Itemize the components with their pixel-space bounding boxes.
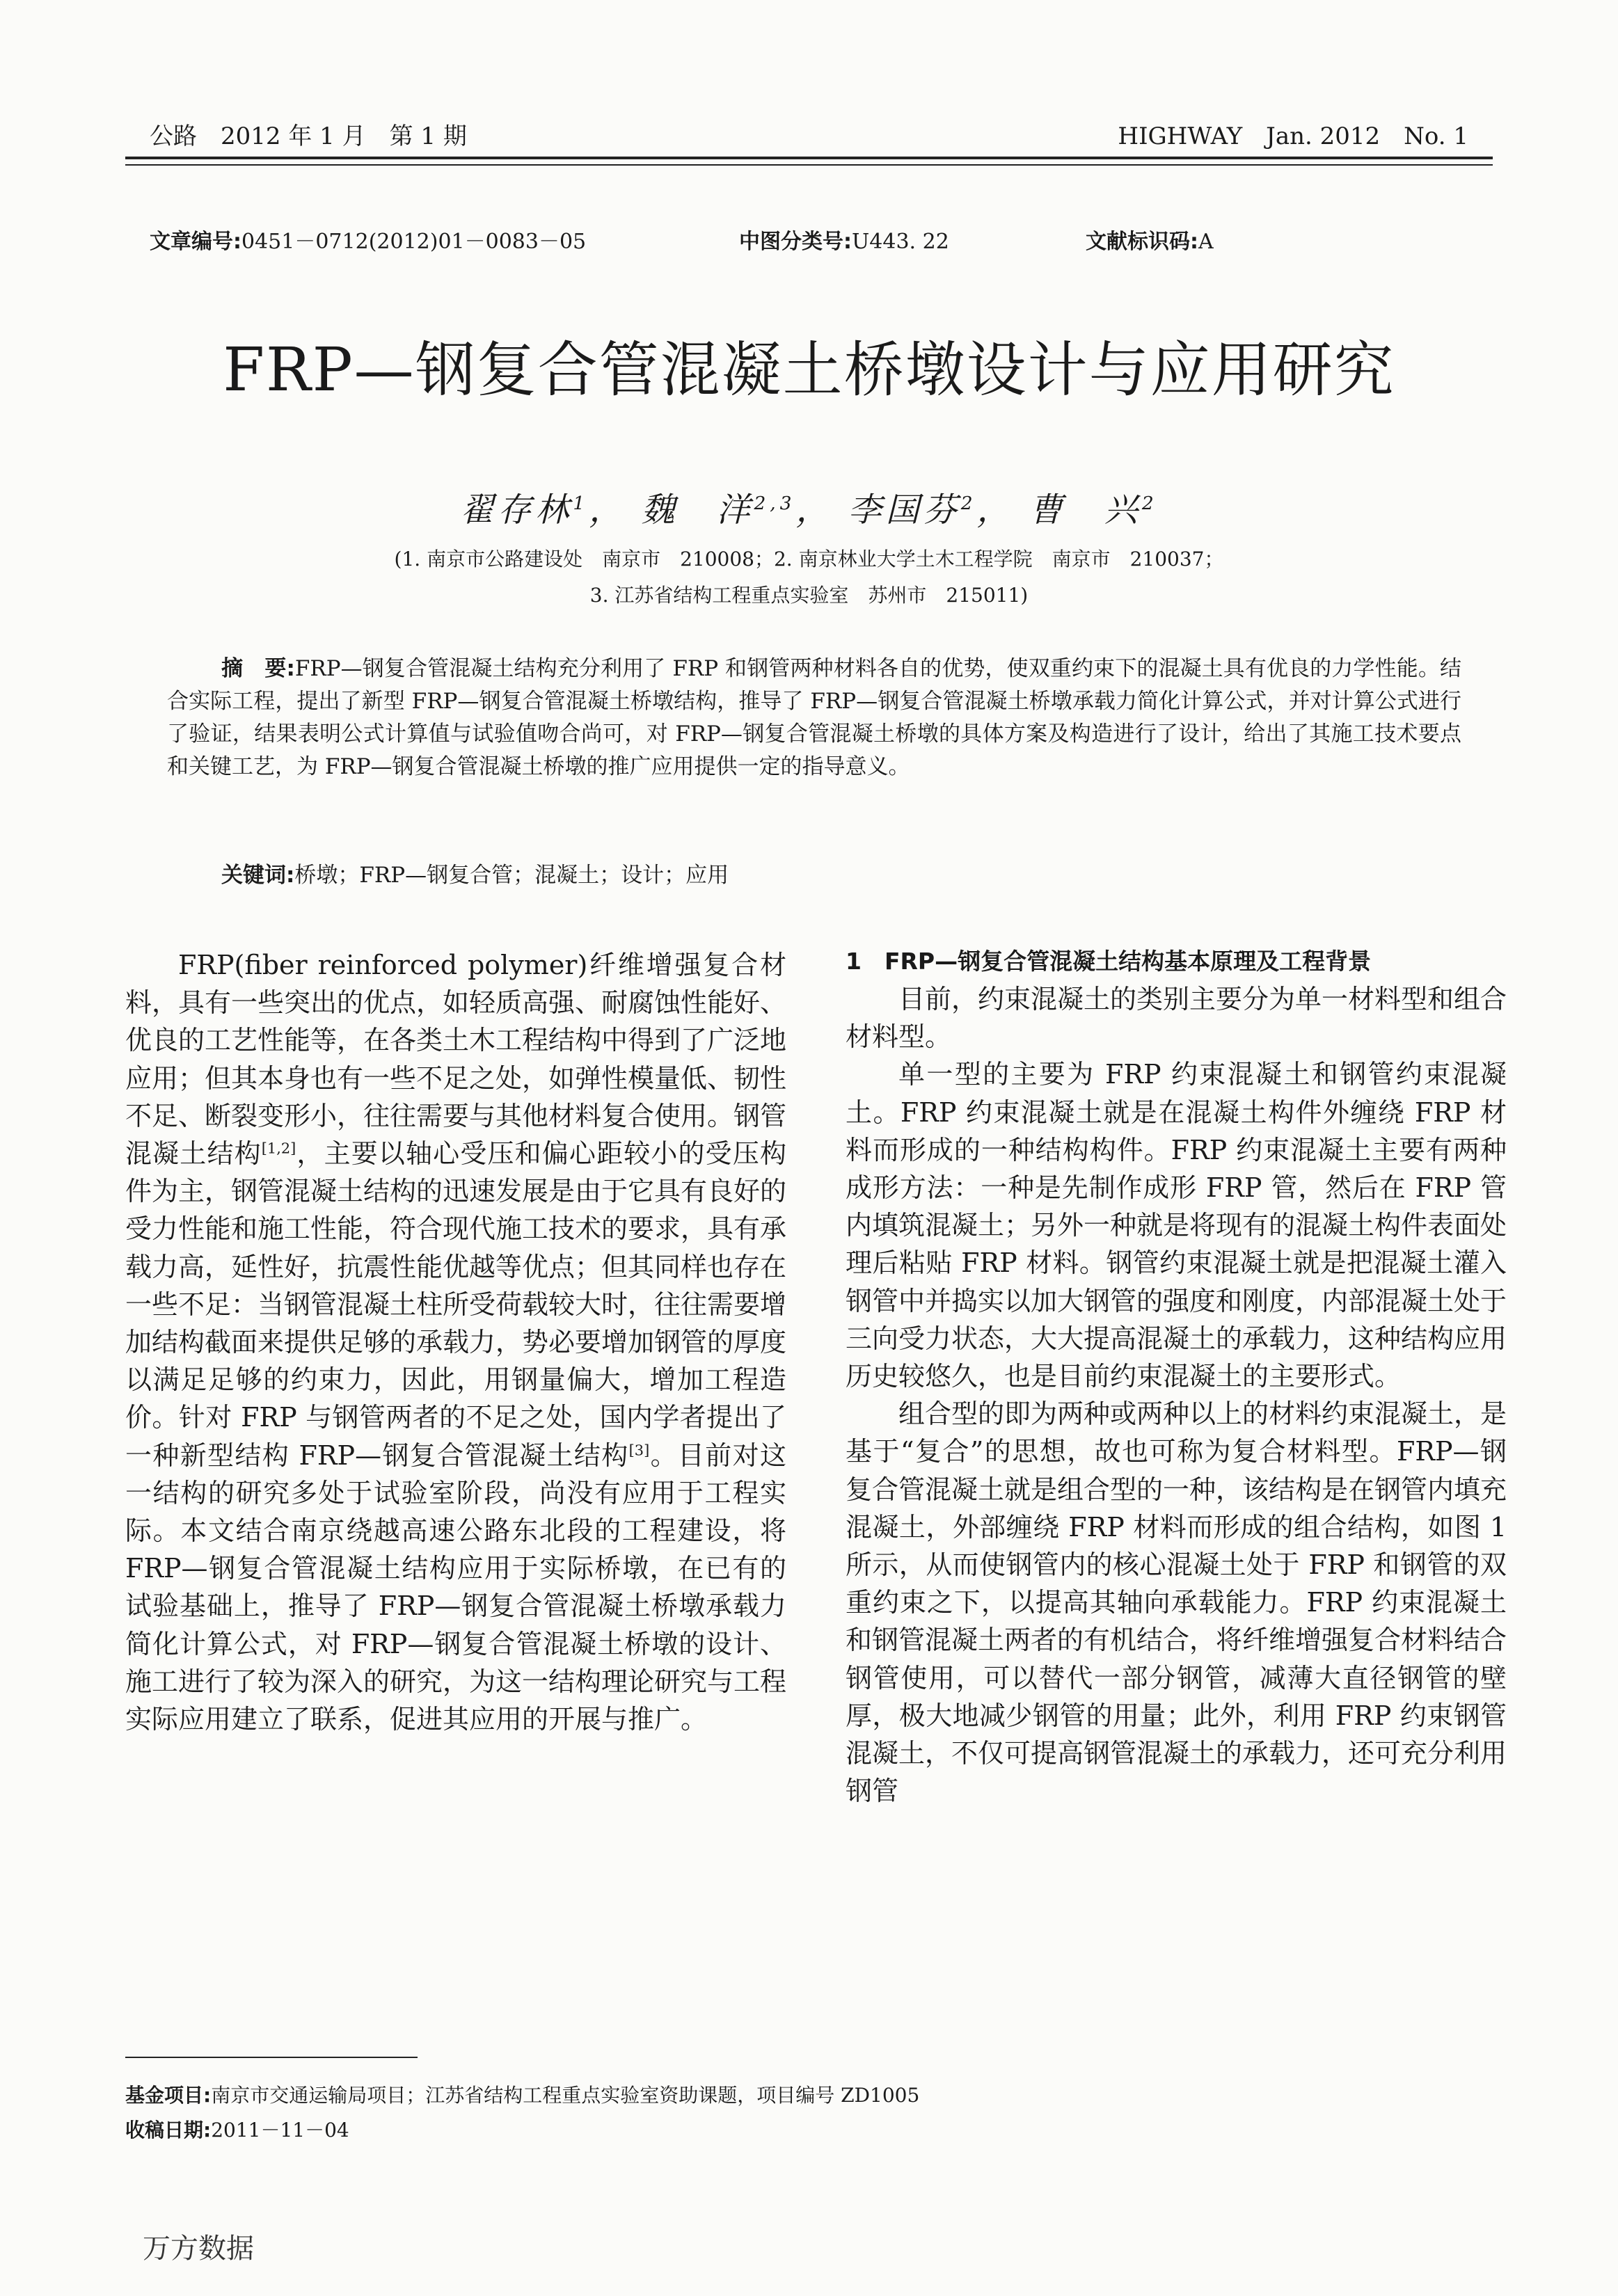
citation-mark: [1,2] — [261, 1140, 296, 1157]
funding-note — [125, 2080, 919, 2108]
body-column-left — [125, 946, 786, 1738]
author-affiliation-mark: 1 — [573, 493, 589, 514]
footnote-rule — [125, 2057, 418, 2058]
abstract-text: FRP—钢复合管混凝土结构充分利用了 FRP 和钢管两种材料各自的优势，使双重约束下的混凝土具有优良的力学性能。结合实际工程，提出了新型 FRP—钢复合管混凝土桥墩结构，推导了 FRP—钢复合管混凝土桥墩承载力简化计算公式，并对计算公式进行了验证，结果表明公式计算值与试验值吻合尚可，对 FRP—钢复合管混凝土桥墩的具体方案及构造进行了设计，给出了其施工技术要点和关键工艺，为 FRP—钢复合管混凝土桥墩的推广应用提供一定的指导意义。 — [167, 656, 1462, 779]
intro-paragraph — [125, 946, 786, 1738]
author-affiliation-mark: 2,3 — [754, 493, 796, 514]
abstract-label: 摘 要: — [221, 656, 295, 681]
funding-label: 基金项目: — [125, 2084, 212, 2107]
header-rule-thick — [125, 157, 1493, 159]
clc-number — [739, 224, 949, 255]
author-name: 翟存林 — [460, 491, 573, 529]
author-name: 魏 洋 — [641, 491, 754, 529]
document-code — [1086, 224, 1214, 255]
running-header-left: 公路 2012 年 1 月 第 1 期 — [150, 122, 467, 150]
keywords — [221, 857, 729, 888]
intro-text-part: ，主要以轴心受压和偏心距较小的受压构件为主，钢管混凝土结构的迅速发展是由于它具有良好的受力性能和施工性能，符合现代施工技术的要求，具有承载力高，延性好，抗震性能优越等优点；但其同样也存在一些不足：当钢管混凝土柱所受荷载较大时，往往需要增加结构截面来提供足够的承载力，势必要增加钢管的厚度以满足足够的约束力，因此，用钢量偏大，增加工程造价。针对 FRP 与钢管两者的不足之处，国内学者提出了一种新型结构 FRP—钢复合管混凝土结构 — [125, 1138, 787, 1471]
received-label: 收稿日期: — [125, 2119, 212, 2142]
author-name: 李国芬 — [848, 491, 961, 529]
citation-mark: [3] — [628, 1441, 650, 1458]
watermark: 万方数据 — [143, 2233, 254, 2265]
document-code-value: A — [1198, 230, 1214, 254]
keywords-label: 关键词: — [221, 863, 295, 888]
funding-text: 南京市交通运输局项目；江苏省结构工程重点实验室资助课题，项目编号 ZD1005 — [211, 2084, 920, 2107]
running-header-right: HIGHWAY Jan. 2012 No. 1 — [1118, 122, 1468, 150]
received-value: 2011－11－04 — [211, 2119, 349, 2142]
section-heading: 1 FRP—钢复合管混凝土结构基本原理及工程背景 — [846, 948, 1372, 975]
paper-title: FRP—钢复合管混凝土桥墩设计与应用研究 — [223, 335, 1395, 405]
body-paragraph: 单一型的主要为 FRP 约束混凝土和钢管约束混凝土。FRP 约束混凝土就是在混凝土构件外缠绕 FRP 材料而形成的一种结构构件。FRP 约束混凝土主要有两种成形方法：一种是先制作成形 FRP 管，然后在 FRP 管内填筑混凝土；另外一种就是将现有的混凝土构件表面处理后粘贴 FRP 材料。钢管约束混凝土就是把混凝土灌入钢管中并捣实以加大钢管的强度和刚度，内部混凝土处于三向受力状态，大大提高混凝土的承载力，这种结构应用历史较悠久，也是目前约束混凝土的主要形式。 — [846, 1059, 1507, 1392]
abstract — [167, 653, 1461, 783]
affiliation-line-1: (1. 南京市公路建设处 南京市 210008；2. 南京林业大学土木工程学院 南京市 210037； — [394, 548, 1224, 571]
clc-label: 中图分类号: — [739, 230, 852, 254]
intro-text-part: FRP(fiber reinforced polymer)纤维增强复合材料，具有一些突出的优点，如轻质高强、耐腐蚀性能好、优良的工艺性能等，在各类土木工程结构中得到了广泛地应用；但其本身也有一些不足之处，如弹性模量低、韧性不足、断裂变形小，往往需要与其他材料复合使用。钢管混凝土结构 — [125, 950, 787, 1170]
author-name: 曹 兴 — [1029, 491, 1142, 529]
header-rule-thin — [125, 164, 1493, 166]
intro-text-part: 。目前对这一结构的研究多处于试验室阶段，尚没有应用于工程实际。本文结合南京绕越高速公路东北段的工程建设，将 FRP—钢复合管混凝土结构应用于实际桥墩，在已有的试验基础上，推导了 FRP—钢复合管混凝土桥墩承载力简化计算公式，对 FRP—钢复合管混凝土桥墩的设计、施工进行了较为深入的研究，为这一结构理论研究与工程实际应用建立了联系，促进其应用的开展与推广。 — [125, 1440, 787, 1735]
article-number-value: 0451－0712(2012)01－0083－05 — [241, 230, 587, 254]
body-column-right — [846, 943, 1507, 1810]
affiliation-line-2: 3. 江苏省结构工程重点实验室 苏州市 215011) — [589, 584, 1029, 607]
document-code-label: 文献标识码: — [1086, 230, 1198, 254]
article-number — [150, 224, 586, 255]
body-paragraph: 目前，约束混凝土的类别主要分为单一材料型和组合材料型。 — [846, 984, 1507, 1053]
author-affiliation-mark: 2 — [960, 493, 977, 514]
keywords-text: 桥墩；FRP—钢复合管；混凝土；设计；应用 — [294, 863, 729, 888]
article-number-label: 文章编号: — [150, 230, 241, 254]
clc-value: U443. 22 — [852, 230, 949, 254]
received-date — [125, 2115, 349, 2143]
author-list: 翟存林$^1$， 魏 洋$^{2,3}$， 李国芬$^2$， 曹 兴$^2$ — [460, 491, 1158, 529]
body-paragraph: 组合型的即为两种或两种以上的材料约束混凝土，是基于“复合”的思想，故也可称为复合材料型。FRP—钢复合管混凝土就是组合型的一种，该结构是在钢管内填充混凝土，外部缠绕 FRP 材料而形成的组合结构，如图 1 所示，从而使钢管内的核心混凝土处于 FRP 和钢管的双重约束之下，以提高其轴向承载能力。FRP 约束混凝土和钢管混凝土两者的有机结合，将纤维增强复合材料结合钢管使用，可以替代一部分钢管，减薄大直径钢管的壁厚，极大地减少钢管的用量；此外，利用 FRP 约束钢管混凝土，不仅可提高钢管混凝土的承载力，还可充分利用钢管 — [846, 1398, 1507, 1807]
author-affiliation-mark: 2 — [1141, 493, 1158, 514]
